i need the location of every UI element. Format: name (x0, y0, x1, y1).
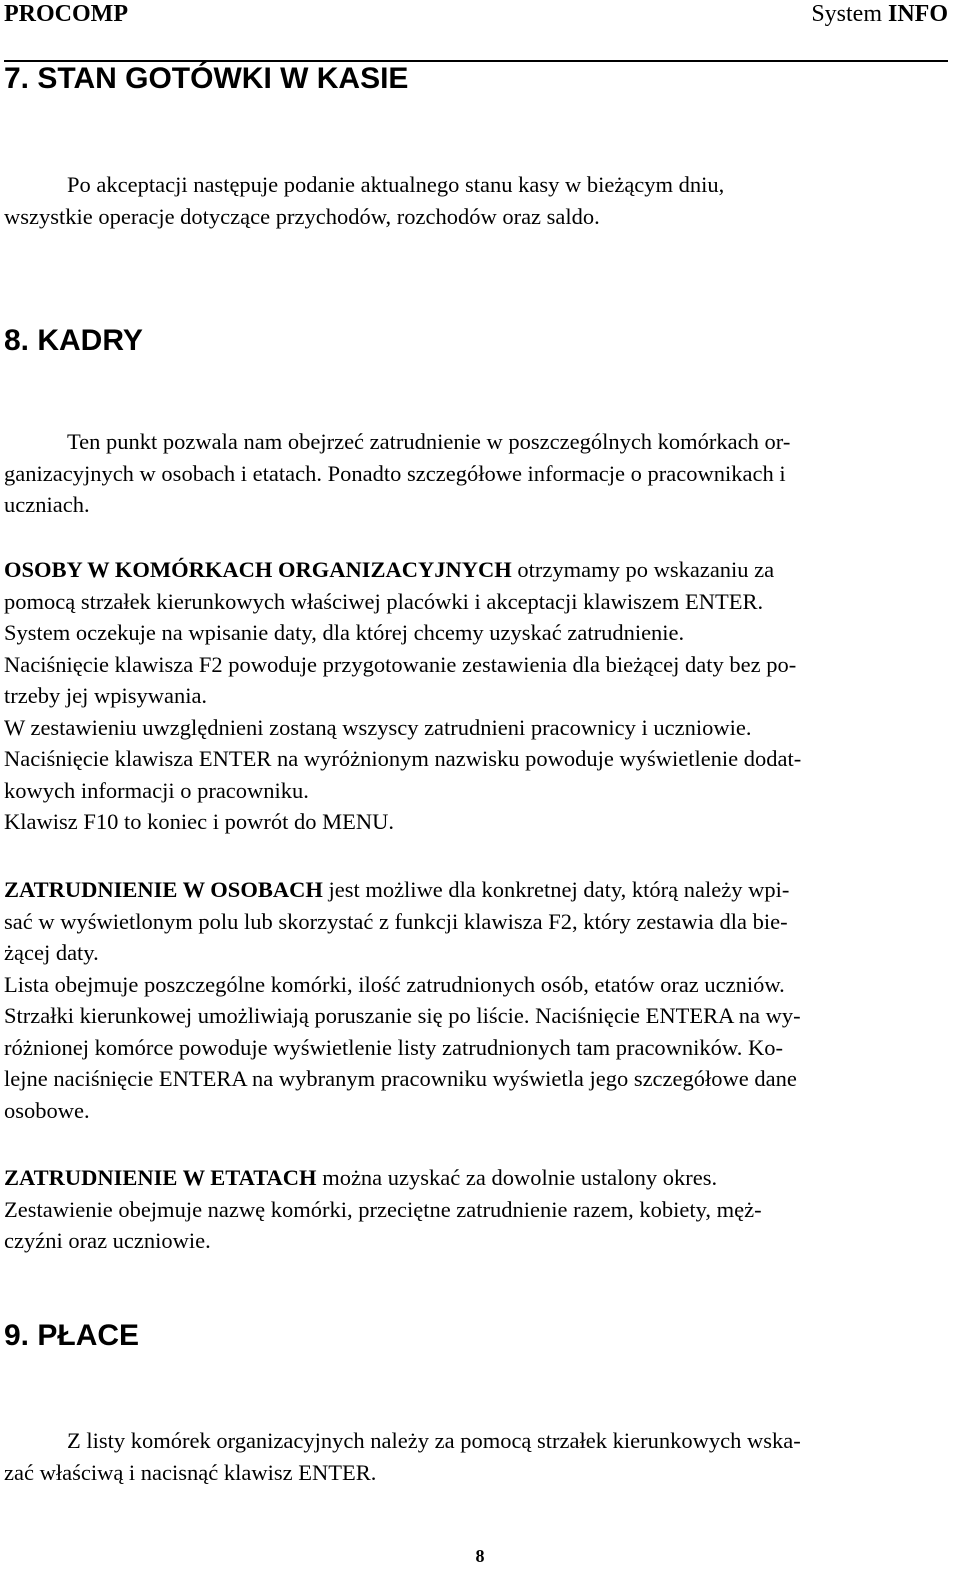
osobach-first-line: jest możliwe dla konkretnej daty, którą należy wpi- (322, 877, 790, 902)
text-line: Naciśnięcie klawisza ENTER na wyróżnionym nazwisku powoduje wyświetlenie dodat- (4, 746, 802, 771)
text-line: System oczekuje na wpisanie daty, dla której chcemy uzyskać zatrudnienie. (4, 620, 685, 645)
page-number: 8 (475, 1546, 485, 1566)
osoby-paragraph (4, 554, 948, 838)
header-product-bold: INFO (888, 1, 948, 27)
header-company: PROCOMP (4, 1, 128, 27)
text-line: Z listy komórek organizacyjnych należy za pomocą strzałek kierunkowych wska- (67, 1428, 801, 1453)
text-line: Po akceptacji następuje podanie aktualnego stanu kasy w bieżącym dniu, (67, 172, 725, 197)
text-line: żącej daty. (4, 940, 99, 965)
text-line: Naciśnięcie klawisza F2 powoduje przygotowanie zestawienia dla bieżącej daty bez po- (4, 651, 797, 677)
etatach-first-line: można uzyskać za dowolnie ustalony okres. (316, 1165, 718, 1190)
osobach-heading: ZATRUDNIENIE W OSOBACH (4, 877, 323, 902)
text-line: osobowe. (4, 1097, 90, 1123)
text-line: Ten punkt pozwala nam obejrzeć zatrudnienie w poszczególnych komórkach or- (67, 429, 791, 454)
etatach-paragraph (4, 1162, 948, 1257)
text-line: Zestawienie obejmuje nazwę komórki, przeciętne zatrudnienie razem, kobiety, męż- (4, 1196, 762, 1222)
section-7-paragraph (4, 169, 948, 232)
text-line: ganizacyjnych w osobach i etatach. Ponadto szczegółowe informacje o pracownikach i (4, 460, 786, 486)
text-line: pomocą strzałek kierunkowych właściwej placówki i akceptacji klawiszem ENTER. (4, 588, 764, 614)
text-line: Strzałki kierunkowej umożliwiają poruszanie się po liście. Naciśnięcie ENTERA na wy- (4, 1003, 801, 1028)
section-7-title: 7. STAN GOTÓWKI W KASIE (4, 62, 409, 95)
text-line (4, 874, 948, 906)
text-line: różnionej komórce powoduje wyświetlenie listy zatrudnionych tam pracowników. Ko- (4, 1034, 783, 1060)
text-line: Lista obejmuje poszczególne komórki, ilość zatrudnionych osób, etatów oraz uczniów. (4, 971, 785, 997)
text-line (4, 554, 948, 586)
osobach-paragraph (4, 874, 948, 1126)
text-line (4, 1162, 948, 1194)
header-product (811, 0, 948, 28)
header-product-prefix: System (811, 1, 888, 27)
text-line: Klawisz F10 to koniec i powrót do MENU. (4, 809, 394, 834)
page-header (4, 0, 948, 30)
text-line: kowych informacji o pracowniku. (4, 777, 309, 803)
osoby-heading: OSOBY W KOMÓRKACH ORGANIZACYJNYCH (4, 557, 512, 582)
text-line: uczniach. (4, 492, 90, 517)
text-line: lejne naciśnięcie ENTERA na wybranym pracowniku wyświetla jego szczegółowe dane (4, 1066, 797, 1091)
osoby-first-line: otrzymamy po wskazaniu za (511, 557, 775, 582)
section-8-title: 8. KADRY (4, 324, 143, 357)
text-line: wszystkie operacje dotyczące przychodów, rozchodów oraz saldo. (4, 203, 600, 229)
text-line: sać w wyświetlonym polu lub skorzystać z funkcji klawisza F2, który zestawia dla bie- (4, 908, 788, 934)
text-line: zać właściwą i nacisnąć klawisz ENTER. (4, 1459, 377, 1485)
etatach-heading: ZATRUDNIENIE W ETATACH (4, 1165, 317, 1190)
section-9-title: 9. PŁACE (4, 1319, 140, 1352)
text-line: W zestawieniu uwzględnieni zostaną wszyscy zatrudnieni pracownicy i uczniowie. (4, 714, 752, 740)
section-8-intro (4, 426, 948, 521)
text-line: czyźni oraz uczniowie. (4, 1228, 211, 1253)
text-line: trzeby jej wpisywania. (4, 683, 208, 708)
section-9-paragraph (4, 1425, 948, 1488)
